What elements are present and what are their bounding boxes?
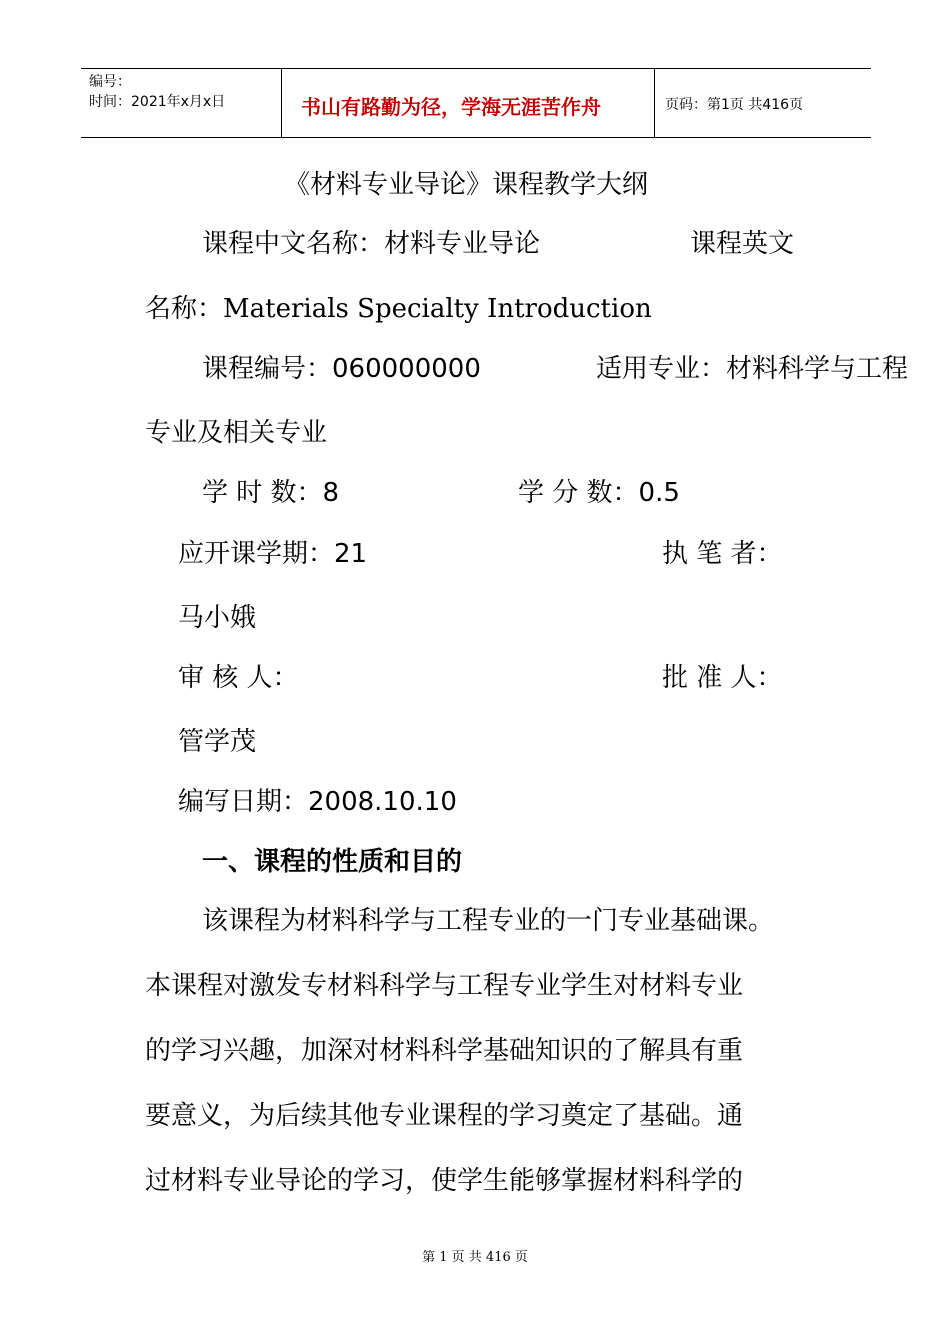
course-en-name: 名称：Materials Specialty Introduction	[145, 294, 652, 324]
course-en-name-label: 课程英文	[690, 229, 795, 259]
paragraph-line: 本课程对激发专材料科学与工程专业学生对材料专业	[145, 971, 744, 1001]
reviewer-label: 审 核 人：	[178, 663, 299, 693]
section-heading: 一、课程的性质和目的	[202, 847, 463, 877]
header-meta	[89, 72, 225, 112]
author-name: 马小娥	[178, 603, 257, 633]
course-code: 课程编号：060000000	[202, 354, 481, 384]
header-divider	[654, 69, 655, 137]
compile-date: 编写日期：2008.10.10	[178, 787, 457, 817]
paragraph-line: 过材料专业导论的学习，使学生能够掌握材料科学的	[145, 1166, 744, 1196]
paragraph-line: 的学习兴趣，加深对材料科学基础知识的了解具有重	[145, 1036, 744, 1066]
header-page-info: 页码：第1页 共416页	[665, 97, 804, 113]
author-label: 执 笔 者：	[662, 539, 783, 569]
page-footer: 第 1 页 共 416 页	[422, 1250, 528, 1265]
credits: 学 分 数：0.5	[518, 478, 680, 508]
serial-label: 编号：	[89, 74, 131, 90]
header-motto: 书山有路勤为径，学海无涯苦作舟	[301, 95, 601, 119]
header-divider	[281, 69, 282, 137]
applicable-major-cont: 专业及相关专业	[145, 418, 328, 448]
paragraph-line: 要意义，为后续其他专业课程的学习奠定了基础。通	[145, 1101, 744, 1131]
approver-label: 批 准 人：	[662, 663, 783, 693]
course-cn-name: 课程中文名称：材料专业导论	[202, 229, 541, 259]
term: 应开课学期：21	[178, 539, 368, 569]
approver-name: 管学茂	[178, 727, 257, 757]
paragraph-line: 该课程为材料科学与工程专业的一门专业基础课。	[202, 906, 775, 936]
applicable-major: 适用专业：材料科学与工程	[596, 354, 909, 384]
document-title: 《材料专业导论》课程教学大纲	[284, 170, 649, 200]
class-hours: 学 时 数：8	[202, 478, 340, 508]
time-line: 时间：2021年x月x日	[89, 94, 226, 110]
page-header-table	[81, 68, 871, 138]
